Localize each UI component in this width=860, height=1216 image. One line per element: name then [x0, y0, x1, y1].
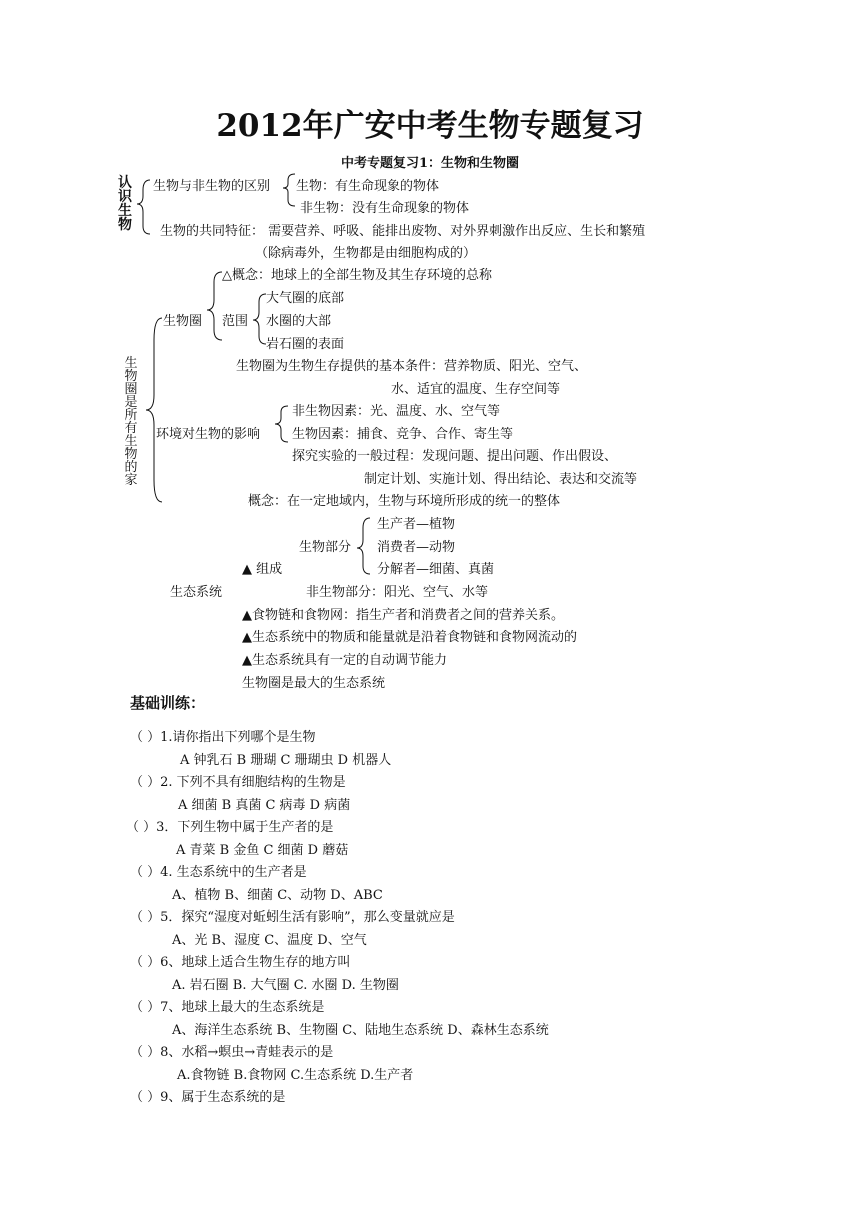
- options-3: A 青菜 B 金鱼 C 细菌 D 蘑菇: [176, 843, 349, 858]
- options-4: A、植物 B、细菌 C、动物 D、ABC: [172, 888, 383, 903]
- question-8: （ ）8、水稻→螟虫→青蛙表示的是: [130, 1045, 334, 1060]
- scope-hydrosphere: 水圈的大部: [266, 314, 332, 329]
- env-biotic: 生物因素：捕食、竞争、合作、寄生等: [292, 427, 514, 442]
- question-3: （ ）3．下列生物中属于生产者的是: [126, 820, 334, 835]
- page-title: 2012年广安中考生物专题复习: [216, 108, 644, 144]
- env-abiotic: 非生物因素：光、温度、水、空气等: [292, 404, 501, 419]
- question-7: （ ）7、地球上最大的生态系统是: [130, 1000, 325, 1015]
- scope-lithosphere: 岩石圈的表面: [266, 337, 345, 352]
- question-4: （ ）4. 生态系统中的生产者是: [130, 865, 307, 880]
- bio-decomposer: 分解者—细菌、真菌: [377, 562, 495, 577]
- section-subtitle: 中考专题复习1：生物和生物圈: [340, 156, 520, 171]
- options-7: A、海洋生态系统 B、生物圈 C、陆地生态系统 D、森林生态系统: [172, 1023, 549, 1038]
- line-nonliving: 非生物：没有生命现象的物体: [300, 201, 470, 216]
- line-ecosystem-concept: 概念：在一定地域内，生物与环境所形成的统一的整体: [248, 494, 561, 509]
- options-1: A 钟乳石 B 珊瑚 C 珊瑚虫 D 机器人: [180, 753, 392, 768]
- options-8: A.食物链 B.食物网 C.生态系统 D.生产者: [177, 1068, 414, 1083]
- line-self-regulation: ▲生态系统具有一定的自动调节能力: [242, 653, 447, 668]
- line-conditions: 生物圈为生物生存提供的基本条件：营养物质、阳光、空气、: [236, 359, 588, 374]
- line-experiment: 探究实验的一般过程：发现问题、提出问题、作出假设、: [292, 449, 618, 464]
- options-6: A. 岩石圈 B. 大气圈 C. 水圈 D. 生物圈: [172, 978, 399, 993]
- bio-consumer: 消费者—动物: [377, 540, 456, 555]
- nonbio-part: 非生物部分：阳光、空气、水等: [306, 585, 489, 600]
- question-6: （ ）6、地球上适合生物生存的地方叫: [130, 955, 351, 970]
- question-9: （ ）9、属于生态系统的是: [130, 1090, 286, 1105]
- line-energy-flow: ▲生态系统中的物质和能量就是沿着食物链和食物网流动的: [242, 630, 577, 645]
- line-largest-ecosystem: 生物圈是最大的生态系统: [242, 676, 386, 691]
- side-label-recognize: 认识生物: [118, 175, 132, 233]
- line-biosphere-concept: △概念：地球上的全部生物及其生存环境的总称: [222, 268, 492, 283]
- side-label-biosphere: 生物圈是所有生物的家: [124, 356, 138, 488]
- label-bio-part: 生物部分: [299, 540, 352, 555]
- label-scope: 范围: [222, 314, 249, 329]
- options-2: A 细菌 B 真菌 C 病毒 D 病菌: [178, 798, 351, 813]
- line-distinction: 生物与非生物的区别: [153, 179, 271, 194]
- line-common-traits: 生物的共同特征： 需要营养、呼吸、能排出废物、对外界刺激作出反应、生长和繁殖: [160, 224, 646, 239]
- label-ecosystem: 生态系统: [170, 585, 223, 600]
- line-living: 生物：有生命现象的物体: [296, 179, 440, 194]
- question-1: （ ）1.请你指出下列哪个是生物: [130, 730, 316, 745]
- scope-atmosphere: 大气圈的底部: [266, 291, 345, 306]
- line-conditions-cont: 水、适宜的温度、生存空间等: [391, 382, 561, 397]
- label-composition: ▲ 组成: [242, 562, 283, 577]
- options-5: A、光 B、湿度 C、温度 D、空气: [172, 933, 367, 948]
- question-2: （ ）2. 下列不具有细胞结构的生物是: [130, 775, 346, 790]
- label-environment: 环境对生物的影响: [156, 427, 261, 442]
- section-basic-training: 基础训练：: [130, 694, 206, 712]
- line-cell-note: （除病毒外，生物都是由细胞构成的）: [255, 246, 477, 261]
- bio-producer: 生产者—植物: [377, 517, 456, 532]
- question-5: （ ）5．探究“湿度对蚯蚓生活有影响”，那么变量就应是: [130, 910, 455, 925]
- label-biosphere: 生物圈: [163, 314, 203, 329]
- line-food-chain: ▲食物链和食物网：指生产者和消费者之间的营养关系。: [242, 608, 564, 623]
- line-experiment-cont: 制定计划、实施计划、得出结论、表达和交流等: [364, 472, 638, 487]
